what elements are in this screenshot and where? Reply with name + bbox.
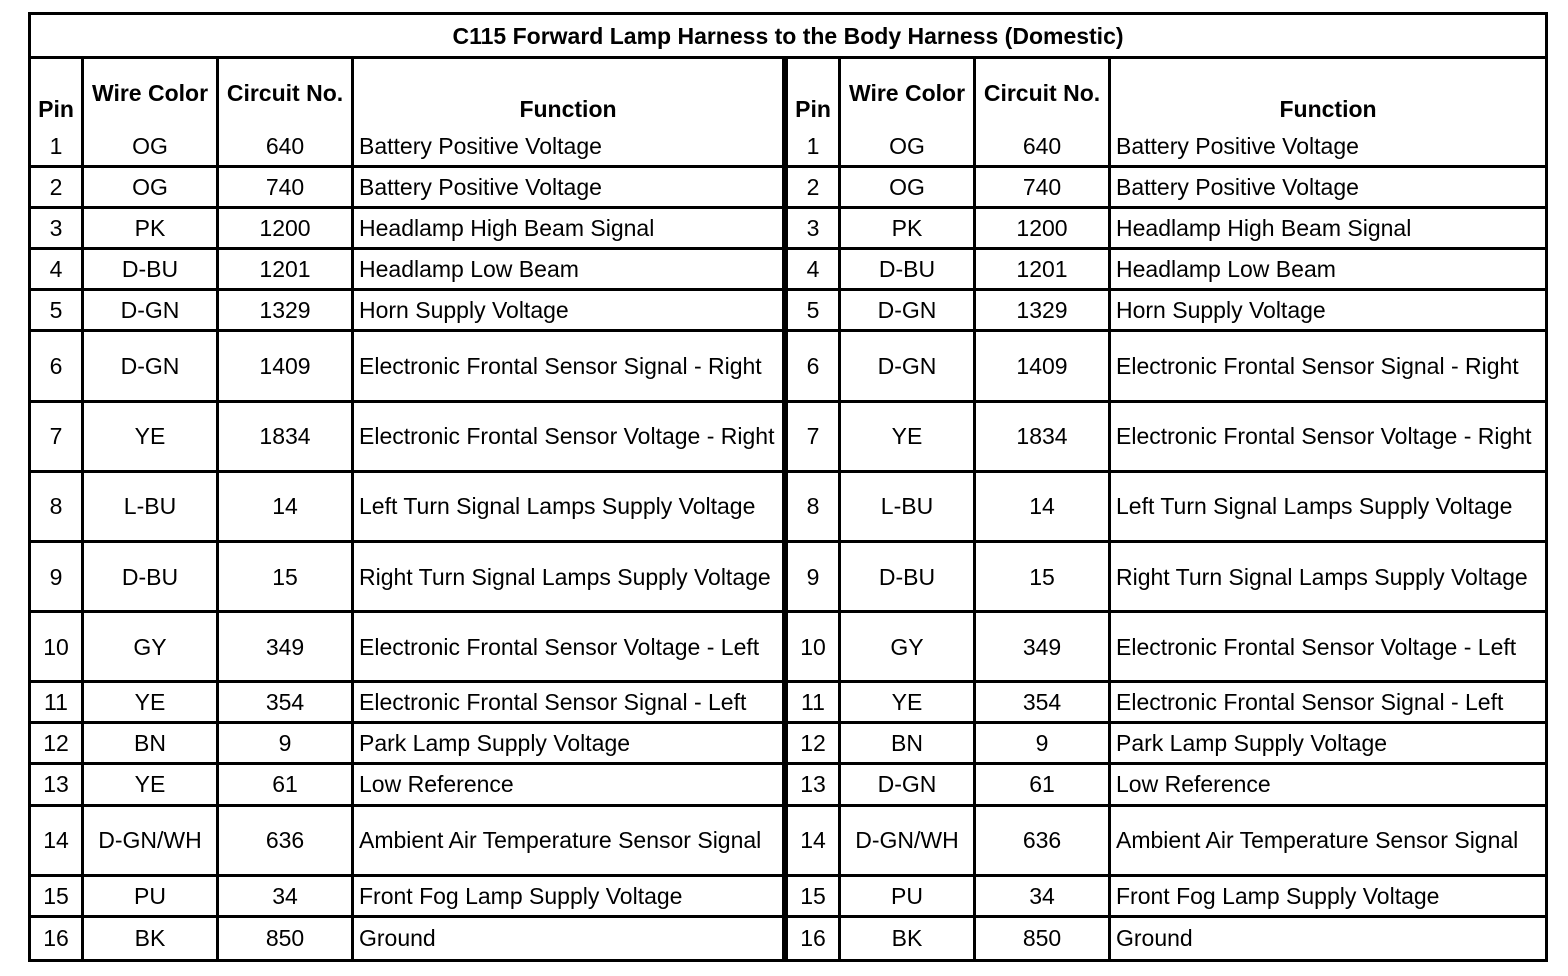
left-wire-color-cell: BN	[84, 724, 219, 765]
left-pin-cell: 5	[31, 291, 84, 332]
right-circuit-no-cell: 636	[976, 807, 1111, 877]
right-pin-cell: 15	[788, 877, 841, 918]
left-pin-cell: 2	[31, 168, 84, 209]
right-wire-color-cell: PU	[841, 877, 976, 918]
right-wire-color-cell: YE	[841, 403, 976, 473]
left-pin-cell: 11	[31, 683, 84, 724]
right-wire-color-cell: D-GN	[841, 332, 976, 402]
left-wire-color-cell: BK	[84, 918, 219, 959]
connector-pinout-table	[28, 12, 1548, 962]
left-function-cell: Headlamp High Beam Signal	[354, 209, 788, 250]
left-pin-cell: 16	[31, 918, 84, 959]
left-pin-cell: 13	[31, 765, 84, 806]
table-row	[31, 613, 1545, 683]
left-pin-cell: 10	[31, 613, 84, 683]
left-pin-cell: 8	[31, 473, 84, 543]
left-circuit-no-cell: 15	[219, 543, 354, 613]
header-pin-left: Pin	[31, 59, 84, 127]
left-function-cell: Ambient Air Temperature Sensor Signal	[354, 807, 788, 877]
left-wire-color-cell: L-BU	[84, 473, 219, 543]
right-pin-cell: 14	[788, 807, 841, 877]
table-row	[31, 209, 1545, 250]
left-wire-color-cell: YE	[84, 683, 219, 724]
table-title: C115 Forward Lamp Harness to the Body Harness (Domestic)	[31, 15, 1545, 59]
left-circuit-no-cell: 1834	[219, 403, 354, 473]
right-wire-color-cell: D-GN	[841, 291, 976, 332]
right-wire-color-cell: L-BU	[841, 473, 976, 543]
left-circuit-no-cell: 61	[219, 765, 354, 806]
right-function-cell: Electronic Frontal Sensor Voltage - Left	[1111, 613, 1545, 683]
right-function-cell: Electronic Frontal Sensor Signal - Right	[1111, 332, 1545, 402]
right-function-cell: Ambient Air Temperature Sensor Signal	[1111, 807, 1545, 877]
right-pin-cell: 5	[788, 291, 841, 332]
right-circuit-no-cell: 640	[976, 127, 1111, 168]
left-circuit-no-cell: 349	[219, 613, 354, 683]
left-function-cell: Battery Positive Voltage	[354, 127, 788, 168]
right-function-cell: Park Lamp Supply Voltage	[1111, 724, 1545, 765]
left-pin-cell: 14	[31, 807, 84, 877]
right-pin-cell: 8	[788, 473, 841, 543]
left-pin-cell: 9	[31, 543, 84, 613]
left-circuit-no-cell: 850	[219, 918, 354, 959]
right-function-cell: Battery Positive Voltage	[1111, 127, 1545, 168]
left-function-cell: Low Reference	[354, 765, 788, 806]
header-function-left: Function	[354, 59, 788, 127]
left-wire-color-cell: D-BU	[84, 543, 219, 613]
left-wire-color-cell: D-GN	[84, 291, 219, 332]
left-wire-color-cell: PK	[84, 209, 219, 250]
right-circuit-no-cell: 850	[976, 918, 1111, 959]
table-row	[31, 403, 1545, 473]
right-pin-cell: 13	[788, 765, 841, 806]
right-function-cell: Electronic Frontal Sensor Signal - Left	[1111, 683, 1545, 724]
right-circuit-no-cell: 354	[976, 683, 1111, 724]
right-function-cell: Front Fog Lamp Supply Voltage	[1111, 877, 1545, 918]
left-circuit-no-cell: 354	[219, 683, 354, 724]
right-function-cell: Low Reference	[1111, 765, 1545, 806]
table-row	[31, 127, 1545, 168]
left-function-cell: Front Fog Lamp Supply Voltage	[354, 877, 788, 918]
left-function-cell: Park Lamp Supply Voltage	[354, 724, 788, 765]
left-wire-color-cell: D-GN/WH	[84, 807, 219, 877]
header-function-right: Function	[1279, 96, 1377, 122]
right-pin-cell: 6	[788, 332, 841, 402]
right-circuit-no-cell: 349	[976, 613, 1111, 683]
table-row	[31, 543, 1545, 613]
left-function-cell: Battery Positive Voltage	[354, 168, 788, 209]
right-circuit-no-cell: 740	[976, 168, 1111, 209]
table-row	[31, 724, 1545, 765]
right-circuit-no-cell: 61	[976, 765, 1111, 806]
right-function-cell: Headlamp Low Beam	[1111, 250, 1545, 291]
left-circuit-no-cell: 636	[219, 807, 354, 877]
left-pin-cell: 6	[31, 332, 84, 402]
right-pin-cell: 2	[788, 168, 841, 209]
left-circuit-no-cell: 1200	[219, 209, 354, 250]
left-pin-cell: 1	[31, 127, 84, 168]
left-function-cell: Electronic Frontal Sensor Signal - Left	[354, 683, 788, 724]
right-pin-cell: 11	[788, 683, 841, 724]
left-function-cell: Ground	[354, 918, 788, 959]
left-pin-cell: 4	[31, 250, 84, 291]
right-function-cell: Ground	[1116, 925, 1193, 952]
right-circuit-no-cell: 34	[976, 877, 1111, 918]
table-row	[31, 683, 1545, 724]
right-wire-color-cell: OG	[841, 168, 976, 209]
right-pin-cell: 16	[788, 918, 841, 959]
right-wire-color-cell: OG	[841, 127, 976, 168]
left-function-cell: Horn Supply Voltage	[354, 291, 788, 332]
table-row	[31, 473, 1545, 543]
header-wire-color-left: Wire Color	[84, 59, 219, 127]
left-pin-cell: 3	[31, 209, 84, 250]
right-wire-color-cell: PK	[841, 209, 976, 250]
left-circuit-no-cell: 740	[219, 168, 354, 209]
table-row	[31, 168, 1545, 209]
left-wire-color-cell: PU	[84, 877, 219, 918]
right-pin-cell: 3	[788, 209, 841, 250]
left-circuit-no-cell: 640	[219, 127, 354, 168]
left-wire-color-cell: OG	[84, 168, 219, 209]
left-wire-color-cell: D-BU	[84, 250, 219, 291]
header-row	[31, 59, 1545, 127]
left-wire-color-cell: GY	[84, 613, 219, 683]
left-circuit-no-cell: 1409	[219, 332, 354, 402]
right-circuit-no-cell: 14	[976, 473, 1111, 543]
right-circuit-no-cell: 9	[976, 724, 1111, 765]
right-wire-color-cell: BN	[841, 724, 976, 765]
left-function-cell: Right Turn Signal Lamps Supply Voltage	[354, 543, 788, 613]
right-pin-cell: 9	[788, 543, 841, 613]
right-circuit-no-cell: 1200	[976, 209, 1111, 250]
table-row	[31, 250, 1545, 291]
header-wire-color-right: Wire Color	[841, 59, 976, 127]
right-wire-color-cell: D-BU	[841, 250, 976, 291]
right-wire-color-cell: D-BU	[841, 543, 976, 613]
left-wire-color-cell: YE	[84, 765, 219, 806]
left-pin-cell: 7	[31, 403, 84, 473]
right-pin-cell: 12	[788, 724, 841, 765]
table-row	[31, 765, 1545, 806]
right-circuit-no-cell: 1201	[976, 250, 1111, 291]
left-wire-color-cell: OG	[84, 127, 219, 168]
left-pin-cell: 15	[31, 877, 84, 918]
left-circuit-no-cell: 1329	[219, 291, 354, 332]
right-circuit-no-cell: 1329	[976, 291, 1111, 332]
header-pin-right: Pin	[788, 59, 841, 127]
table-row	[31, 291, 1545, 332]
left-function-cell: Left Turn Signal Lamps Supply Voltage	[354, 473, 788, 543]
table-body	[31, 127, 1545, 959]
left-wire-color-cell: D-GN	[84, 332, 219, 402]
right-circuit-no-cell: 15	[976, 543, 1111, 613]
left-function-cell: Electronic Frontal Sensor Voltage - Right	[354, 403, 788, 473]
right-wire-color-cell: BK	[841, 918, 976, 959]
left-wire-color-cell: YE	[84, 403, 219, 473]
right-pin-cell: 4	[788, 250, 841, 291]
right-wire-color-cell: YE	[841, 683, 976, 724]
right-pin-cell: 10	[788, 613, 841, 683]
left-circuit-no-cell: 9	[219, 724, 354, 765]
left-circuit-no-cell: 34	[219, 877, 354, 918]
header-circuit-no-right: Circuit No.	[976, 59, 1111, 127]
right-pin-cell: 7	[788, 403, 841, 473]
right-function-cell: Headlamp High Beam Signal	[1111, 209, 1545, 250]
right-function-cell: Horn Supply Voltage	[1111, 291, 1545, 332]
right-function-cell: Right Turn Signal Lamps Supply Voltage	[1111, 543, 1545, 613]
left-pin-cell: 12	[31, 724, 84, 765]
right-function-cell: Electronic Frontal Sensor Voltage - Right	[1111, 403, 1545, 473]
left-function-cell: Electronic Frontal Sensor Signal - Right	[354, 332, 788, 402]
left-circuit-no-cell: 14	[219, 473, 354, 543]
right-pin-cell: 1	[788, 127, 841, 168]
header-circuit-no-left: Circuit No.	[219, 59, 354, 127]
table-row	[31, 877, 1545, 918]
right-wire-color-cell: D-GN	[841, 765, 976, 806]
right-function-cell: Left Turn Signal Lamps Supply Voltage	[1111, 473, 1545, 543]
right-circuit-no-cell: 1834	[976, 403, 1111, 473]
left-circuit-no-cell: 1201	[219, 250, 354, 291]
table-row	[31, 332, 1545, 402]
right-wire-color-cell: D-GN/WH	[841, 807, 976, 877]
right-wire-color-cell: GY	[841, 613, 976, 683]
table-row	[31, 807, 1545, 877]
left-function-cell: Headlamp Low Beam	[354, 250, 788, 291]
left-function-cell: Electronic Frontal Sensor Voltage - Left	[354, 613, 788, 683]
right-function-cell: Battery Positive Voltage	[1111, 168, 1545, 209]
right-circuit-no-cell: 1409	[976, 332, 1111, 402]
table-row	[31, 918, 1545, 959]
